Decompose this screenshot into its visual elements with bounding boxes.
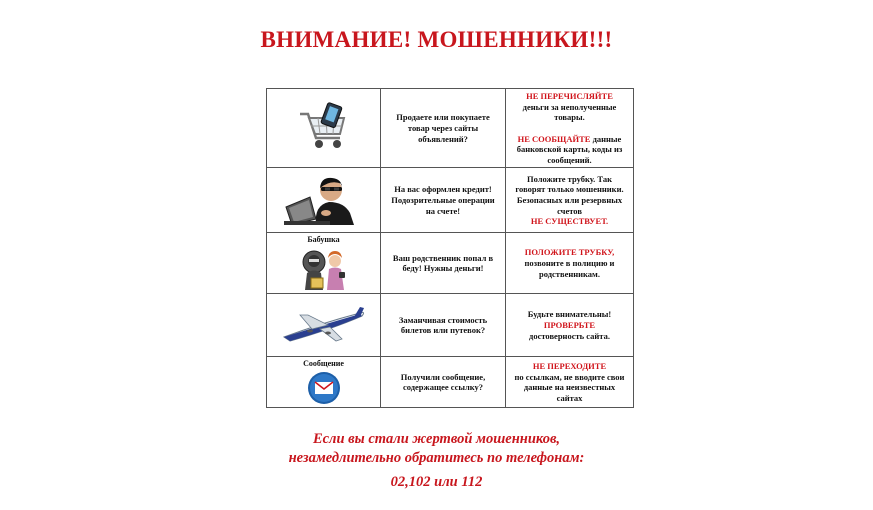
hacker-laptop-icon <box>284 175 364 225</box>
situation-cell: На вас оформлен кредит! Подозрительные операции на счете! <box>381 168 506 233</box>
advice-highlight: НЕ ПЕРЕХОДИТЕ <box>532 361 607 372</box>
advice-text: позвоните в полицию и родственникам. <box>524 258 615 279</box>
situation-cell: Получили сообщение, содержащее ссылку? <box>381 357 506 408</box>
shopping-cart-phone-icon <box>294 102 354 154</box>
advice-text: Будьте внимательны! <box>527 309 612 320</box>
table-row <box>267 357 634 408</box>
row-caption: Сообщение <box>303 359 344 369</box>
page-title: ВНИМАНИЕ! МОШЕННИКИ!!! <box>260 27 613 52</box>
advice-highlight: ПОЛОЖИТЕ ТРУБКУ, <box>524 247 615 258</box>
fraud-warning-table <box>266 88 634 408</box>
advice-cell <box>506 89 634 168</box>
grandmother-thief-icon <box>297 246 351 290</box>
advice-highlight: НЕ ПЕРЕЧИСЛЯЙТЕ <box>526 91 613 101</box>
row-image-cell <box>267 233 381 294</box>
emergency-phones: 02,102 или 112 <box>390 473 483 490</box>
footer-line: Если вы стали жертвой мошенников, <box>312 431 561 447</box>
advice-cell <box>506 294 634 357</box>
table-row <box>267 233 634 294</box>
advice-text: по ссылкам, не вводите свои данные на неизвестных сайтах <box>514 371 625 403</box>
advice-highlight: ПРОВЕРЬТЕ <box>543 320 596 331</box>
row-caption: Бабушка <box>307 235 340 245</box>
envelope-message-icon <box>307 371 341 405</box>
advice-highlight: НЕ СУЩЕСТВУЕТ. <box>530 216 609 227</box>
advice-highlight: НЕ СООБЩАЙТЕ <box>517 133 591 144</box>
advice-cell <box>506 233 634 294</box>
row-image-cell <box>267 168 381 233</box>
advice-text: деньги за неполученные товары. <box>522 101 617 123</box>
table-row <box>267 89 634 168</box>
advice-cell <box>506 168 634 233</box>
situation-cell: Ваш родственник попал в беду! Нужны деньги! <box>381 233 506 294</box>
advice-text: данные банковской карты, коды из сообщений. <box>516 133 623 165</box>
airplane-icon <box>282 307 366 343</box>
advice-text: достоверность сайта. <box>529 330 610 341</box>
table-row <box>267 168 634 233</box>
advice-cell <box>506 357 634 408</box>
row-image-cell <box>267 89 381 168</box>
situation-cell: Заманчивая стоимость билетов или путевок? <box>381 294 506 357</box>
row-image-cell <box>267 294 381 357</box>
situation-cell: Продаете или покупаете товар через сайты объявлений? <box>381 89 506 168</box>
footer-line: незамедлительно обратитесь по телефонам: <box>288 449 585 466</box>
advice-text: Положите трубку. Так говорят только мошенники. Безопасных или резервных счетов <box>515 173 624 216</box>
contact-footer <box>0 430 873 492</box>
row-image-cell <box>267 357 381 408</box>
table-row <box>267 294 634 357</box>
